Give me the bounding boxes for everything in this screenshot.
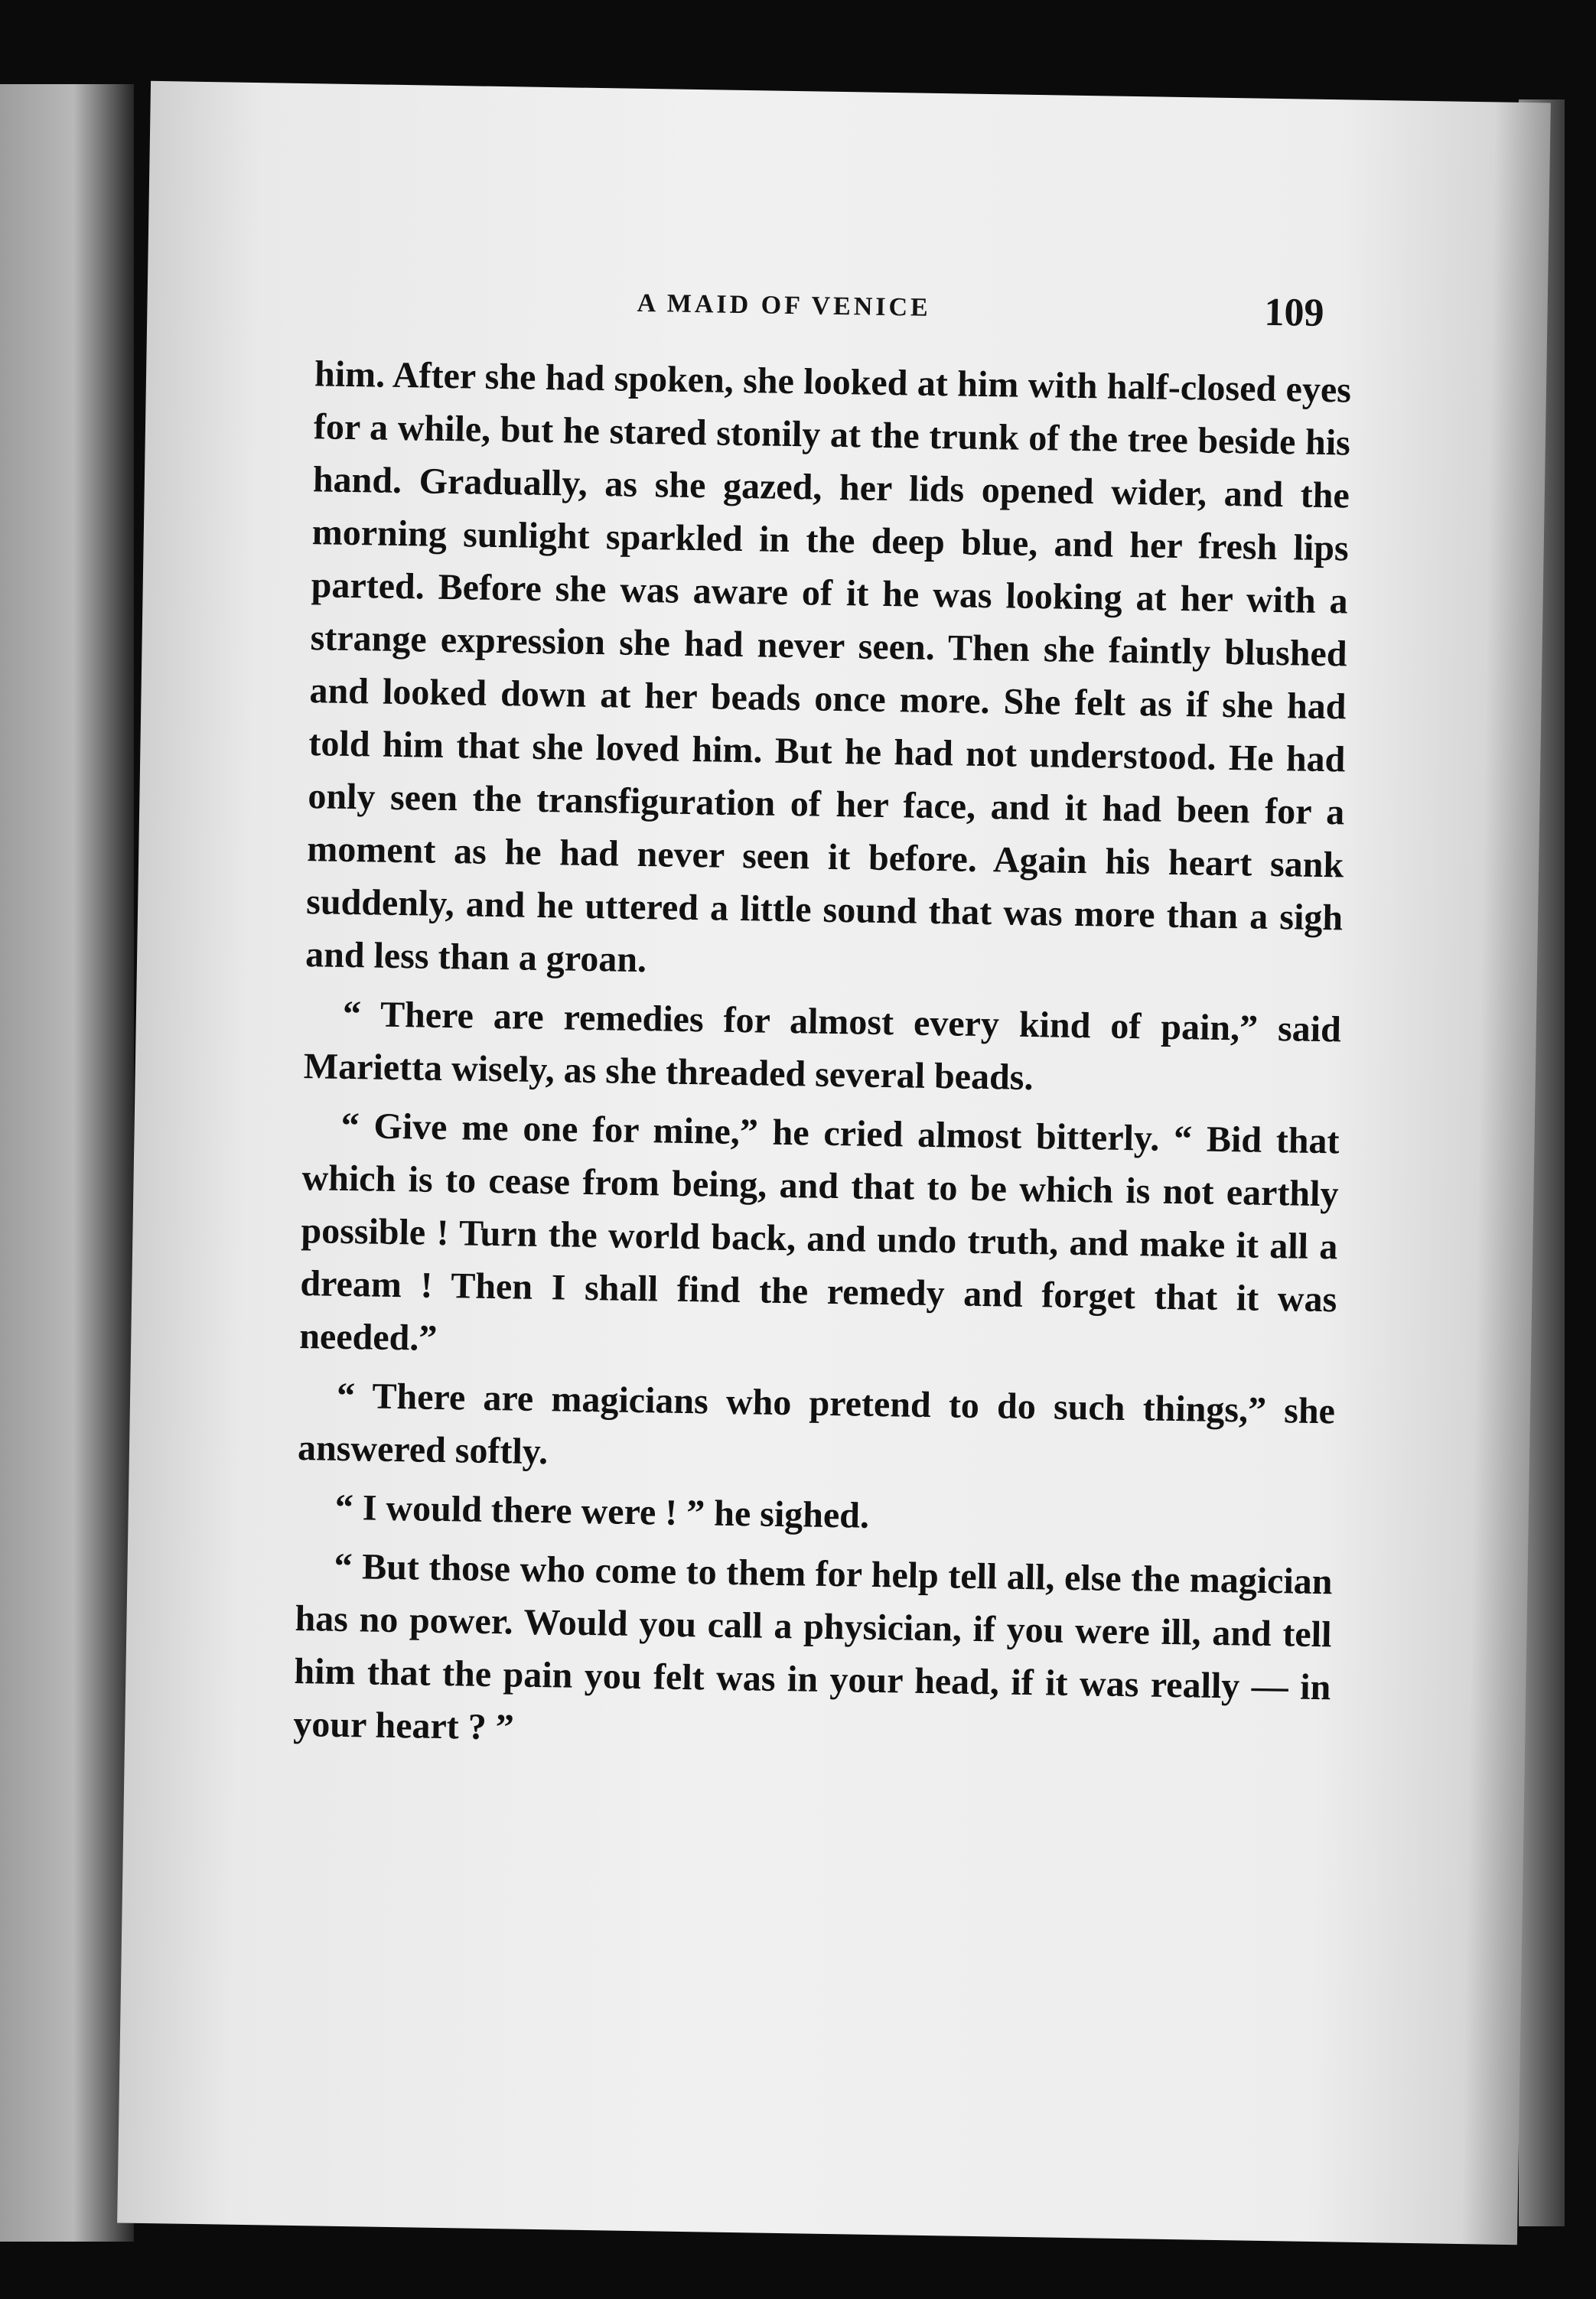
left-page-edge xyxy=(0,84,134,2242)
paragraph: “ Give me one for mine,” he cried almost bitterly. “ Bid that which is to cease from being, and that to be which is not earthly possible ! Turn the world back, and undo truth, and make it all a dream ! Then I shall find the remedy and forget that it was needed.” xyxy=(298,1105,1340,1359)
running-head xyxy=(147,282,1548,357)
paragraph: him. After she had spoken, she looked at him with half-closed eyes for a while, but he stared stonily at the trunk of the tree beside his hand. Gradually, as she gazed, her lids opened wider, and the morning sunlight sparkled in the deep blue, and her fresh lips parted. Before she was aware of it he was looking at her with a strange expression she had never seen. Then she faintly blushed and looked down at her beads once more. She felt as if she had told him that she loved him. But he had not understood. He had only seen the transfiguration of her face, and it had been for a moment as he had never seen it before. Again his heart sank suddenly, and he uttered a little sound that was more than a sigh and less than a groan. xyxy=(305,353,1352,981)
paragraph: “ I would there were ! ” he sighed. xyxy=(334,1487,870,1536)
paragraph: “ There are remedies for almost every kind of pain,” said Marietta wisely, as she threaded several beads. xyxy=(303,993,1342,1099)
book-page xyxy=(117,81,1551,2245)
page-number: 109 xyxy=(1264,290,1324,335)
running-title: A MAID OF VENICE xyxy=(637,288,932,322)
paragraph: “ But those who come to them for help tell all, else the magician has no power. Would you call a physician, if you were ill, and tell him that the pain you felt was in your head, if it was really — in your heart ? ” xyxy=(292,1545,1333,1748)
paragraph: “ There are magicians who pretend to do such things,” she answered softly. xyxy=(297,1375,1336,1473)
body-text xyxy=(293,347,1352,1773)
